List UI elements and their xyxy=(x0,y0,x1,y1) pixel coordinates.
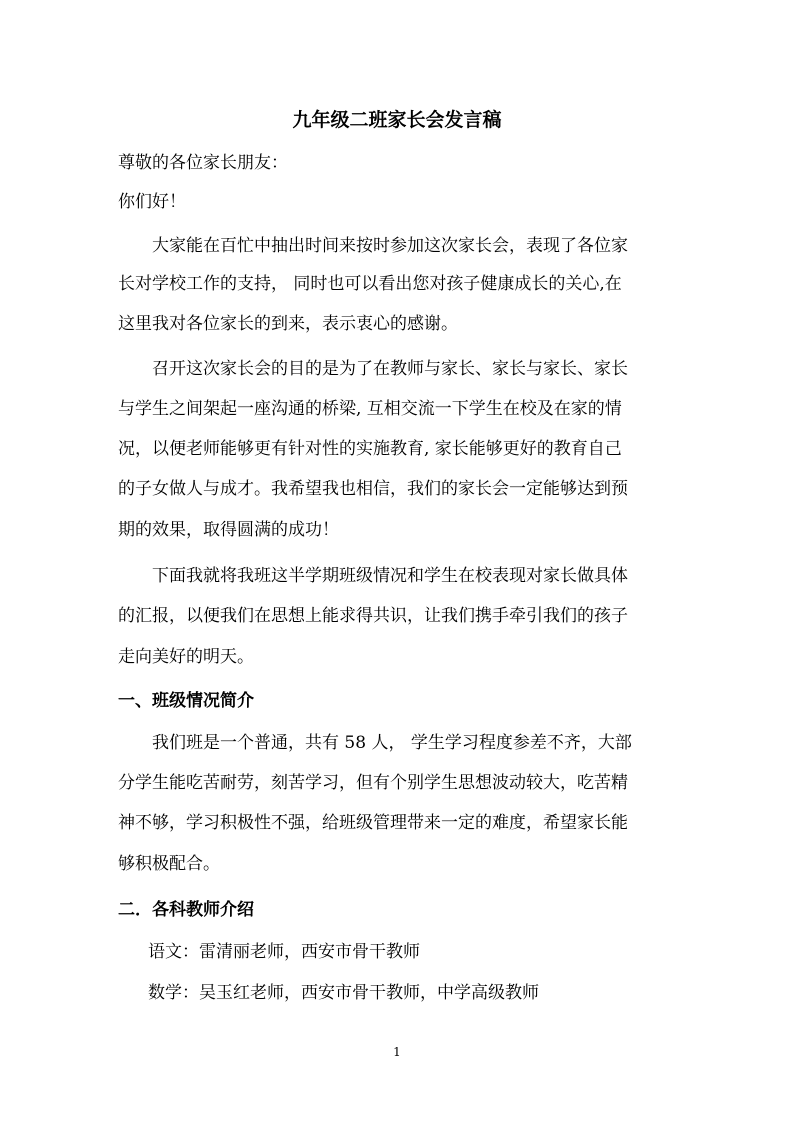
paragraph2-line4: 的子女做人与成才。我希望我也相信，我们的家长会一定能够达到预 xyxy=(118,479,628,499)
teacher-math: 数学：吴玉红老师，西安市骨干教师，中学高级教师 xyxy=(148,983,539,1003)
paragraph1-line3: 这里我对各位家长的到来，表示衷心的感谢。 xyxy=(118,314,458,334)
section1-heading: 一、班级情况简介 xyxy=(118,691,254,711)
paragraph2-line1: 召开这次家长会的目的是为了在教师与家长、家长与家长、家长 xyxy=(152,359,628,379)
paragraph1-line1: 大家能在百忙中抽出时间来按时参加这次家长会，表现了各位家 xyxy=(152,236,628,256)
paragraph2-line2: 与学生之间架起一座沟通的桥梁, 互相交流一下学生在校及在家的情 xyxy=(118,399,622,419)
greeting: 尊敬的各位家长朋友： xyxy=(118,153,288,173)
section1-line3: 神不够，学习积极性不强，给班级管理带来一定的难度，希望家长能 xyxy=(118,813,628,833)
paragraph3-line2: 的汇报，以便我们在思想上能求得共识，让我们携手牵引我们的孩子 xyxy=(118,606,628,626)
paragraph3-line1: 下面我就将我班这半学期班级情况和学生在校表现对家长做具体 xyxy=(152,566,628,586)
document-title: 九年级二班家长会发言稿 xyxy=(292,109,502,131)
page-number: 1 xyxy=(393,1045,401,1059)
paragraph2-line5: 期的效果，取得圆满的成功！ xyxy=(118,520,339,540)
paragraph3-line3: 走向美好的明天。 xyxy=(118,647,254,667)
paragraph2-line3: 况，以便老师能够更有针对性的实施教育, 家长能够更好的教育自己 xyxy=(118,439,622,459)
teacher-chinese: 语文：雷清丽老师，西安市骨干教师 xyxy=(148,942,420,962)
section1-line2: 分学生能吃苦耐劳，刻苦学习，但有个别学生思想波动较大，吃苦精 xyxy=(118,773,628,793)
paragraph1-line2: 长对学校工作的支持， 同时也可以看出您对孩子健康成长的关心,在 xyxy=(118,274,622,294)
hello: 你们好！ xyxy=(118,192,186,212)
section1-line4: 够积极配合。 xyxy=(118,854,220,874)
section2-heading: 二．各科教师介绍 xyxy=(118,900,254,920)
section1-line1: 我们班是一个普通，共有 58 人， 学生学习程度参差不齐，大部 xyxy=(152,733,632,753)
